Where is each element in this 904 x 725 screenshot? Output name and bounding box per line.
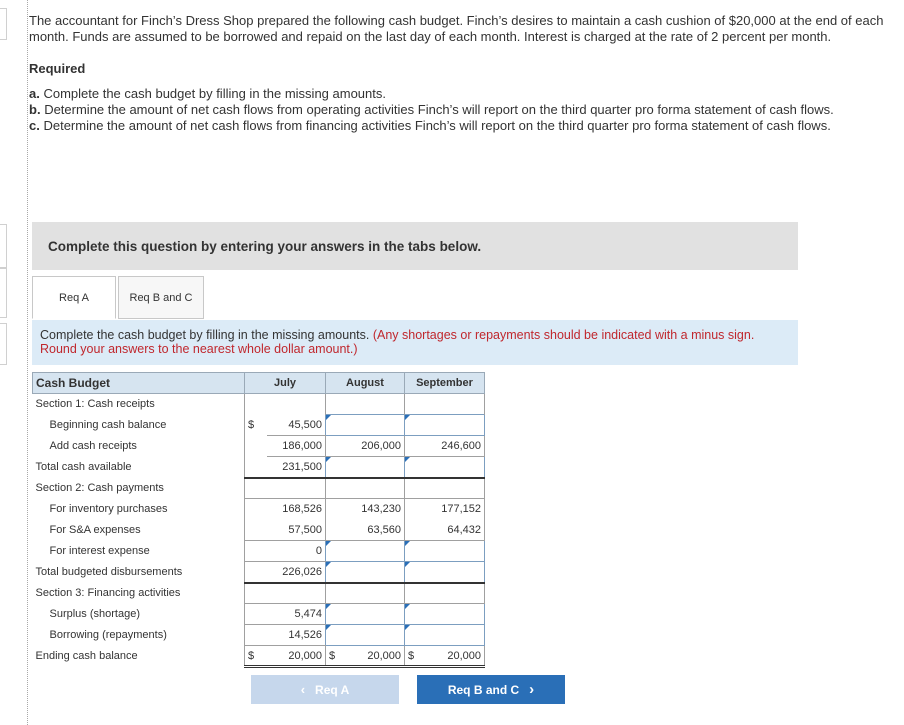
table-row [33,562,485,583]
september-sa-expenses: 64,432 [427,520,485,541]
table-row [33,394,485,415]
september-inventory-purchases: 177,152 [427,499,485,520]
september-total-disbursements-input[interactable] [405,562,485,583]
row-label: Surplus (shortage) [49,608,140,620]
side-tab [0,323,7,365]
tab-instructions [32,320,798,365]
header-august: August [326,373,405,394]
requirement-a: a. Complete the cash budget by filling in the missing amounts. [29,86,386,101]
august-cash-receipts: 206,000 [348,436,405,457]
table-row [33,415,485,436]
september-total-cash-available-input[interactable] [405,457,485,478]
july-inventory-purchases: 168,526 [282,503,322,516]
side-tab [0,224,7,268]
august-total-cash-available-input[interactable] [326,457,405,478]
july-borrowing: 14,526 [267,625,326,646]
requirements-list [29,86,889,134]
tab-bar [32,276,204,320]
instructions-note: (Any shortages or repayments should be indicated with a minus sign. Round your answers to the nearest whole dollar amount.) [40,328,755,356]
problem-intro: The accountant for Finch’s Dress Shop prepared the following cash budget. Finch’s desires to maintain a cash cushion of $20,000 at the end of each month. Funds are assumed to be borrowed and repaid on the last day of each month. Interest is charged at the rate of 2 percent per month. [29,13,884,44]
july-beginning-cash: 45,500 [267,415,326,436]
august-ending-cash: 20,000 [348,646,405,667]
cash-budget-table [32,372,485,668]
august-borrowing-input[interactable] [326,625,405,646]
september-borrowing-input[interactable] [405,625,485,646]
question-content [29,0,889,698]
table-row [33,646,485,667]
august-inventory-purchases: 143,230 [361,503,401,516]
august-interest-expense-input[interactable] [326,541,405,562]
row-label: Total budgeted disbursements [35,566,183,578]
next-button[interactable]: Req B and C › [417,675,565,704]
tab-req-b-and-c[interactable]: Req B and C [118,276,204,319]
table-row [33,457,485,478]
row-label: Add cash receipts [49,440,137,452]
july-total-disbursements: 226,026 [267,562,326,583]
table-row [33,583,485,604]
july-total-cash-available: 231,500 [267,457,326,478]
september-ending-cash: 20,000 [427,646,485,667]
august-surplus-input[interactable] [326,604,405,625]
currency-sign: $ [326,646,348,667]
july-sa-expenses: 57,500 [267,520,326,541]
table-header-row [33,373,485,394]
september-interest-expense-input[interactable] [405,541,485,562]
row-label: Ending cash balance [35,650,138,662]
side-tab [0,8,7,40]
august-total-disbursements-input[interactable] [326,562,405,583]
header-july: July [245,373,326,394]
tab-req-a[interactable]: Req A [32,276,116,319]
august-beginning-cash-input[interactable] [326,415,405,436]
row-label: Total cash available [35,461,132,473]
requirement-c: c. Determine the amount of net cash flows from financing activities Finch’s will report on the third quarter pro forma statement of cash flows. [29,118,831,133]
currency-sign: $ [405,646,427,667]
prev-button[interactable]: ‹ Req A [251,675,399,704]
header-september: September [405,373,485,394]
section-3-label: Section 3: Financing activities [35,587,181,599]
july-interest-expense: 0 [267,541,326,562]
required-heading: Required [29,61,86,76]
row-label: For S&A expenses [49,524,141,536]
august-sa-expenses: 63,560 [348,520,405,541]
header-cash-budget: Cash Budget [33,373,245,394]
july-ending-cash: 20,000 [267,646,326,667]
july-cash-receipts: 186,000 [267,436,326,457]
row-label: Borrowing (repayments) [49,629,167,641]
september-beginning-cash-input[interactable] [405,415,485,436]
side-tab [0,268,7,318]
september-cash-receipts: 246,600 [427,436,485,457]
table-row [33,478,485,499]
table-row [33,541,485,562]
currency-sign: $ [245,415,267,436]
chevron-left-icon: ‹ [300,682,306,697]
instruction-banner: Complete this question by entering your answers in the tabs below. [32,222,798,270]
currency-sign: $ [245,646,267,667]
left-border [27,0,28,725]
row-label: For inventory purchases [49,503,168,515]
september-surplus-input[interactable] [405,604,485,625]
july-surplus: 5,474 [267,604,326,625]
chevron-right-icon: › [529,681,535,698]
section-1-label: Section 1: Cash receipts [35,398,155,411]
section-2-label: Section 2: Cash payments [35,482,164,494]
table-row [33,436,485,457]
table-row [33,520,485,541]
table-row [33,604,485,625]
table-row [33,625,485,646]
row-label: For interest expense [49,545,150,557]
instructions-main: Complete the cash budget by filling in the missing amounts. [40,328,370,342]
requirement-b: b. Determine the amount of net cash flows from operating activities Finch’s will report on the third quarter pro forma statement of cash flows. [29,102,834,117]
row-label: Beginning cash balance [49,419,167,431]
table-row [33,499,485,520]
